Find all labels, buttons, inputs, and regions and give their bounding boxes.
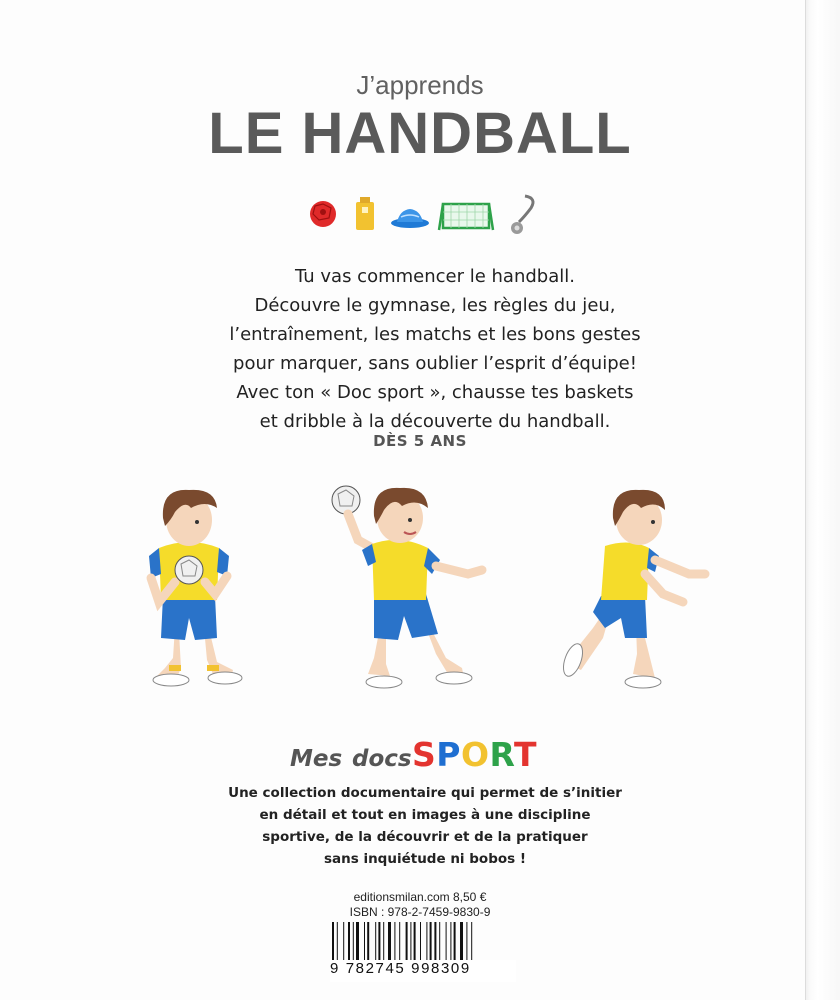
cover-title: LE HANDBALL bbox=[208, 101, 632, 166]
barcode-bar bbox=[414, 922, 416, 962]
blurb-line: Découvre le gymnase, les règles du jeu, bbox=[254, 295, 616, 316]
cover-blurb bbox=[200, 262, 670, 436]
blurb-line: et dribble à la découverte du handball. bbox=[259, 411, 611, 432]
collection-line: en détail et tout en images à une discipline bbox=[259, 807, 591, 823]
cover-subtitle: J’apprends bbox=[356, 70, 484, 100]
barcode-bar bbox=[460, 922, 463, 962]
barcode-bar bbox=[399, 922, 400, 962]
barcode-bar bbox=[394, 922, 395, 962]
barcode-bar bbox=[364, 922, 365, 962]
barcode-bar bbox=[450, 922, 451, 962]
barcode-bar bbox=[378, 922, 380, 962]
collection-line: sportive, de la découvrir et de la pratiquer bbox=[262, 829, 588, 845]
barcode-bar bbox=[367, 922, 369, 962]
logo-mes: Mes bbox=[290, 746, 343, 772]
logo-sport-letter: T bbox=[513, 735, 537, 774]
goal-icon bbox=[439, 204, 493, 230]
publisher-info bbox=[0, 890, 840, 920]
barcode-bar bbox=[356, 922, 359, 962]
collection-line: Une collection documentaire qui permet de s’initier bbox=[228, 785, 622, 801]
water-bottle-icon bbox=[356, 197, 374, 230]
kid-raising-ball-illustration bbox=[328, 478, 488, 700]
logo-sport bbox=[412, 735, 537, 774]
barcode-bar bbox=[343, 922, 344, 962]
logo-sport-letter: O bbox=[460, 735, 490, 774]
barcode-bar bbox=[353, 922, 354, 962]
logo-docs: docs bbox=[352, 746, 412, 772]
collection-logo bbox=[290, 732, 560, 772]
blurb-line: l’entraînement, les matchs et les bons gestes bbox=[229, 324, 641, 345]
logo-sport-letter: R bbox=[489, 735, 514, 774]
logo-sport-letter: S bbox=[412, 735, 437, 774]
whistle-icon bbox=[511, 196, 533, 234]
barcode-bar bbox=[434, 922, 436, 962]
blurb-line: Avec ton « Doc sport », chausse tes baskets bbox=[236, 382, 634, 403]
blurb-line: pour marquer, sans oublier l’esprit d’équipe! bbox=[233, 353, 637, 374]
collection-description bbox=[180, 782, 670, 870]
barcode-bar bbox=[430, 922, 432, 962]
publisher-price: editionsmilan.com 8,50 € bbox=[353, 890, 487, 904]
barcode-bar bbox=[348, 922, 350, 962]
barcode-bar bbox=[388, 922, 391, 962]
barcode-bar bbox=[466, 922, 467, 962]
logo-sport-letter: P bbox=[436, 735, 461, 774]
barcode-bar bbox=[446, 922, 447, 962]
isbn-text: ISBN : 978-2-7459-9830-9 bbox=[349, 905, 491, 919]
equipment-icons bbox=[305, 192, 545, 242]
barcode-bar bbox=[426, 922, 427, 962]
barcode-bar bbox=[439, 922, 440, 962]
kid-holding-ball-illustration bbox=[135, 478, 255, 698]
barcode-bar bbox=[454, 922, 456, 962]
barcode-bar bbox=[420, 922, 421, 962]
blurb-line: Tu vas commencer le handball. bbox=[295, 266, 575, 287]
cone-icon bbox=[391, 209, 429, 228]
collection-line: sans inquiétude ni bobos ! bbox=[323, 851, 527, 867]
ball-icon bbox=[310, 201, 336, 227]
barcode-number: 9 782745 998309 bbox=[330, 960, 516, 982]
age-label: DÈS 5 ANS bbox=[373, 432, 467, 450]
barcode-bar bbox=[375, 922, 376, 962]
kid-throwing-illustration bbox=[555, 478, 715, 700]
barcode-bar bbox=[383, 922, 384, 962]
